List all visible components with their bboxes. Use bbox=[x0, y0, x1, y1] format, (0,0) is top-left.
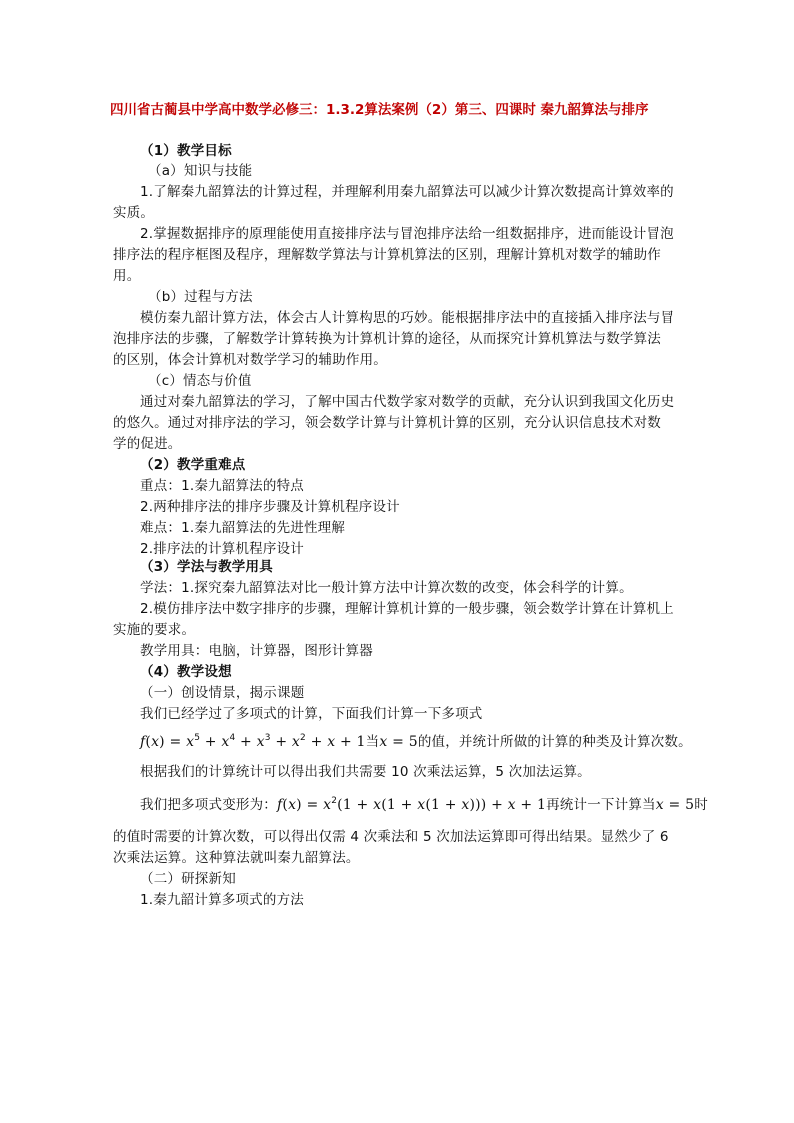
section-heading-methods: （3）学法与教学用具 bbox=[140, 559, 273, 575]
paragraph-line: 实施的要求。 bbox=[113, 622, 196, 638]
formula-line-horner: 我们把多项式变形为：$f(x) = x^2(1 + x(1 + x(1 + x))) + x + 1$再统计一下计算当x = 5时 bbox=[140, 796, 708, 813]
paragraph-line: 教学用具：电脑，计算器，图形计算器 bbox=[140, 643, 373, 659]
document-title: 四川省古蔺县中学高中数学必修三：1.3.2算法案例（2）第三、四课时 秦九韶算法与排序 bbox=[110, 102, 649, 118]
subheading-values: （c）情态与价值 bbox=[148, 373, 252, 389]
section-heading-objectives: （1）教学目标 bbox=[140, 143, 232, 159]
paragraph-line: 我们已经学过了多项式的计算，下面我们计算一下多项式 bbox=[140, 706, 483, 722]
paragraph-line: 根据我们的计算统计可以得出我们共需要 10 次乘法运算，5 次加法运算。 bbox=[140, 764, 591, 780]
paragraph-line: 的区别，体会计算机对数学学习的辅助作用。 bbox=[113, 352, 387, 368]
formula-text: 的值，并统计所做的计算的种类及计算次数。 bbox=[417, 734, 692, 750]
paragraph-line: 的悠久。通过对排序法的学习，领会数学计算与计算机计算的区别，充分认识信息技术对数 bbox=[113, 415, 661, 431]
paragraph-line: 1.了解秦九韶算法的计算过程，并理解利用秦九韶算法可以减少计算次数提高计算效率的 bbox=[140, 184, 674, 200]
section-heading-design: （4）教学设想 bbox=[140, 664, 232, 680]
horner-formula: f bbox=[277, 797, 283, 813]
formula-text: 当 bbox=[365, 734, 380, 750]
paragraph-line: 重点：1.秦九韶算法的特点 bbox=[140, 478, 304, 494]
subheading-process: （b）过程与方法 bbox=[148, 289, 253, 305]
formula-text: 时 bbox=[694, 797, 708, 813]
paragraph-line: （二）研探新知 bbox=[140, 871, 236, 887]
paragraph-line: 难点：1.秦九韶算法的先进性理解 bbox=[140, 520, 346, 536]
paragraph-line: 2.两种排序法的排序步骤及计算机程序设计 bbox=[140, 499, 400, 515]
paragraph-line: 实质。 bbox=[113, 205, 155, 221]
paragraph-line: 用。 bbox=[113, 268, 141, 284]
formula-text: 再统计一下计算当 bbox=[546, 797, 656, 813]
paragraph-line: 学法：1.探究秦九韶算法对比一般计算方法中计算次数的改变，体会科学的计算。 bbox=[140, 580, 633, 596]
formula-text: 我们把多项式变形为： bbox=[140, 797, 277, 813]
paragraph-line: 2.模仿排序法中数字排序的步骤，理解计算机计算的一般步骤，领会数学计算在计算机上 bbox=[140, 601, 674, 617]
polynomial-formula: f bbox=[140, 734, 146, 750]
paragraph-line: 次乘法运算。这种算法就叫秦九韶算法。 bbox=[113, 850, 360, 866]
paragraph-line: 排序法的程序框图及程序，理解数学算法与计算机算法的区别，理解计算机对数学的辅助作 bbox=[113, 247, 661, 263]
paragraph-line: 模仿秦九韶计算方法，体会古人计算构思的巧妙。能根据排序法中的直接插入排序法与冒 bbox=[140, 310, 675, 326]
subheading-knowledge: （a）知识与技能 bbox=[148, 163, 253, 179]
section-heading-key-points: （2）教学重难点 bbox=[140, 457, 246, 473]
paragraph-line: 2.掌握数据排序的原理能使用直接排序法与冒泡排序法给一组数据排序，进而能设计冒泡 bbox=[140, 226, 674, 242]
paragraph-line: 2.排序法的计算机程序设计 bbox=[140, 541, 304, 557]
paragraph-line: 的值时需要的计算次数，可以得出仅需 4 次乘法和 5 次加法运算即可得出结果。显然少了 6 bbox=[113, 829, 669, 845]
formula-line-polynomial: $f(x) = x^5 + x^4 + x^3 + x^2 + x + 1$当x = 5的值，并统计所做的计算的种类及计算次数。 bbox=[140, 733, 692, 750]
paragraph-line: 通过对秦九韶算法的学习，了解中国古代数学家对数学的贡献，充分认识到我国文化历史 bbox=[140, 394, 675, 410]
paragraph-line: 1.秦九韶计算多项式的方法 bbox=[140, 892, 304, 908]
paragraph-line: 学的促进。 bbox=[113, 436, 182, 452]
paragraph-line: （一）创设情景，揭示课题 bbox=[140, 685, 305, 701]
paragraph-line: 泡排序法的步骤，了解数学计算转换为计算机计算的途径，从而探究计算机算法与数学算法 bbox=[113, 331, 661, 347]
